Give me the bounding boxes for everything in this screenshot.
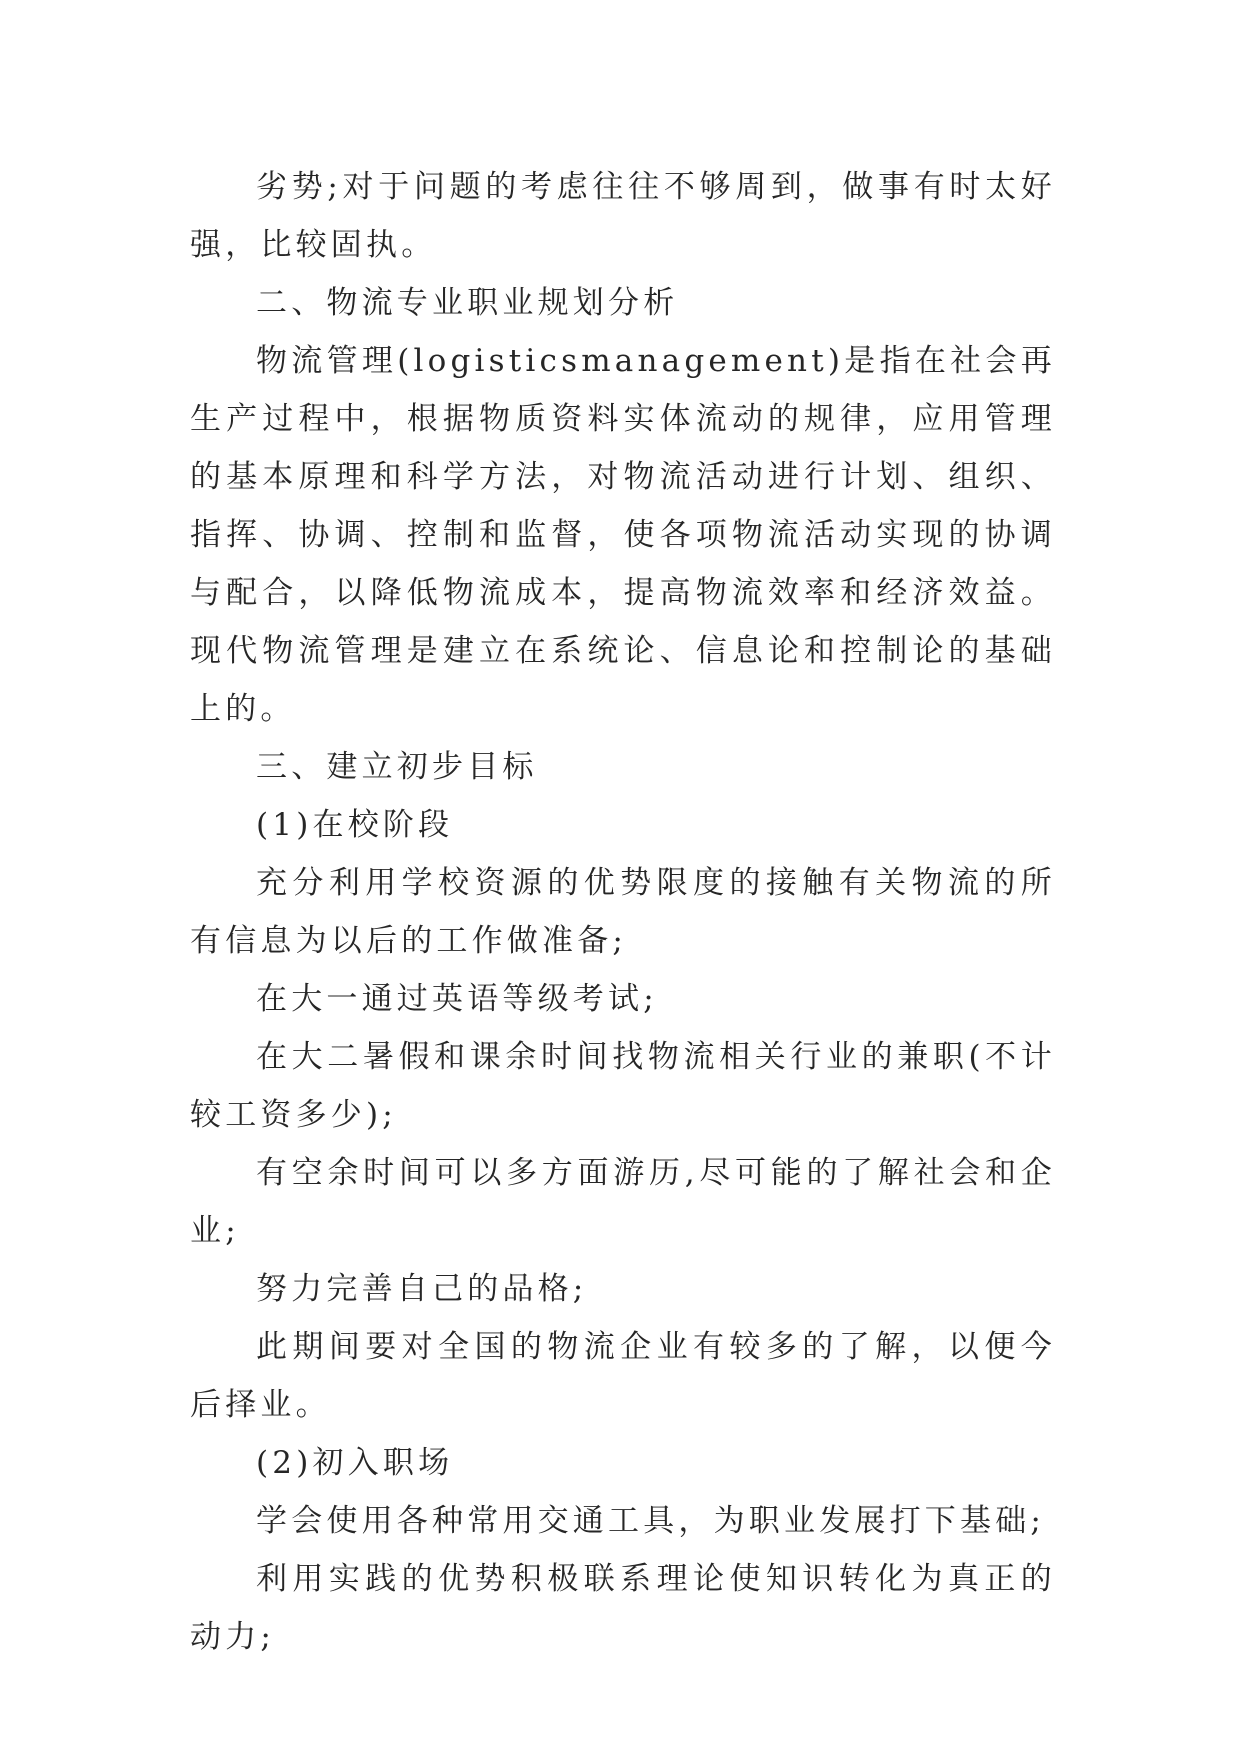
paragraph-english-exam: 在大一通过英语等级考试; bbox=[256, 981, 658, 1017]
paragraph-travel: 有空余时间可以多方面游历,尽可能的了解社会和企业; bbox=[190, 1155, 1056, 1249]
paragraph-know-companies: 此期间要对全国的物流企业有较多的了解，以便今后择业。 bbox=[190, 1329, 1056, 1423]
paragraph-school-resources: 充分利用学校资源的优势限度的接触有关物流的所有信息为以后的工作做准备; bbox=[190, 865, 1056, 959]
section-heading-initial-goals: 三、建立初步目标 bbox=[256, 749, 538, 785]
section-heading-career-analysis: 二、物流专业职业规划分析 bbox=[256, 285, 679, 321]
subheading-workplace-entry: (2)初入职场 bbox=[256, 1445, 454, 1481]
paragraph-logistics-definition: 物流管理(logisticsmanagement)是指在社会再生产过程中，根据物质资料实体流动的规律，应用管理的基本原理和科学方法，对物流活动进行计划、组织、指挥、协调、控制和监督，使各项物流活动实现的协调与配合，以降低物流成本，提高物流效率和经济效益。现代物流管理是建立在系统论、信息论和控制论的基础上的。 bbox=[190, 343, 1056, 727]
paragraph-weakness: 劣势;对于问题的考虑往往不够周到，做事有时太好强，比较固执。 bbox=[190, 169, 1056, 263]
paragraph-transport-tools: 学会使用各种常用交通工具，为职业发展打下基础; bbox=[256, 1503, 1046, 1539]
paragraph-character: 努力完善自己的品格; bbox=[256, 1271, 588, 1307]
subheading-school-stage: (1)在校阶段 bbox=[256, 807, 454, 843]
document-body bbox=[190, 158, 1056, 1666]
paragraph-part-time-job: 在大二暑假和课余时间找物流相关行业的兼职(不计较工资多少); bbox=[190, 1039, 1056, 1133]
paragraph-practice-theory: 利用实践的优势积极联系理论使知识转化为真正的动力; bbox=[190, 1561, 1056, 1655]
